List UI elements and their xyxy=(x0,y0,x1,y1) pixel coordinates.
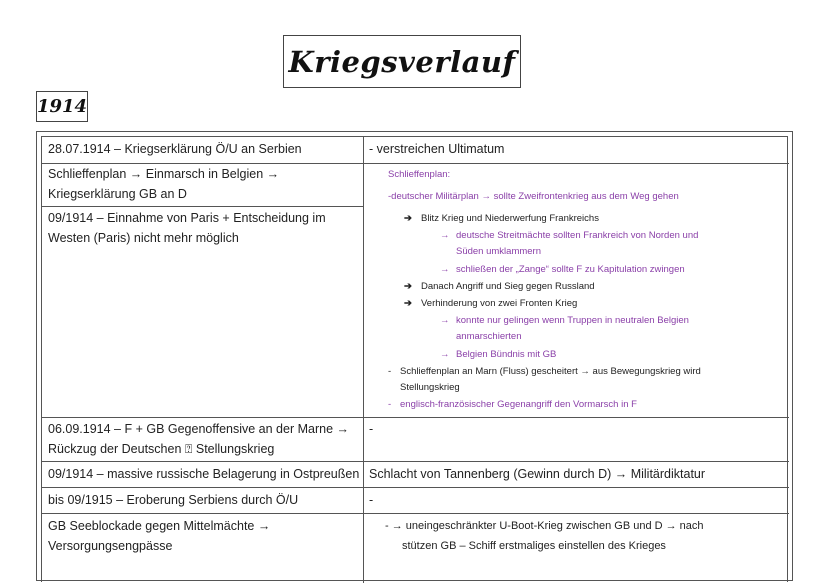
table-cell: Kriegserklärung GB an D xyxy=(48,187,187,201)
table-cell: - → uneingeschränkter U-Boot-Krieg zwischen GB und D → nach xyxy=(385,520,704,532)
table-cell: Westen (Paris) nicht mehr möglich xyxy=(48,231,239,245)
note-line: konnte nur gelingen wenn Truppen in neutralen Belgien xyxy=(456,315,689,326)
note-line: Verhinderung von zwei Fronten Krieg xyxy=(421,298,578,309)
page-title: Kriegsverlauf xyxy=(283,35,521,88)
row-divider xyxy=(42,487,789,488)
table-cell: bis 09/1915 – Eroberung Serbiens durch Ö/U xyxy=(48,493,299,507)
note-heading: Schlieffenplan: xyxy=(388,169,451,180)
note-line: anmarschierten xyxy=(456,331,522,342)
note-line: englisch-französischer Gegenangriff den Vormarsch in F xyxy=(400,399,637,410)
year-label: 1914 xyxy=(36,91,88,122)
table-cell: - verstreichen Ultimatum xyxy=(369,142,505,156)
note-line: Schlieffenplan an Marn (Fluss) gescheitert → aus Bewegungskrieg wird xyxy=(400,366,701,377)
sub-arrow-icon: → xyxy=(440,315,450,326)
sub-arrow-icon: → xyxy=(440,349,450,360)
table-cell: 09/1914 – Einnahme von Paris + Entscheidung im xyxy=(48,211,326,225)
table-cell: 28.07.1914 – Kriegserklärung Ö/U an Serbien xyxy=(48,142,302,156)
note-line: Danach Angriff und Sieg gegen Russland xyxy=(421,281,595,292)
table-cell: Versorgungsengpässe xyxy=(48,539,173,553)
table-cell: 09/1914 – massive russische Belagerung in Ostpreußen xyxy=(48,467,360,481)
row-divider xyxy=(42,513,789,514)
table-grid xyxy=(41,136,788,582)
table-cell: Rückzug der Deutschen ⍰ Stellungskrieg xyxy=(48,442,275,456)
dash-bullet: - xyxy=(388,366,392,377)
note-line: Stellungskrieg xyxy=(400,382,460,393)
events-table xyxy=(36,131,793,581)
table-cell: Schlieffenplan → Einmarsch in Belgien → xyxy=(48,167,280,181)
note-line: Süden umklammern xyxy=(456,246,542,257)
note-line: Belgien Bündnis mit GB xyxy=(456,349,557,360)
bullet-arrow-icon: ➔ xyxy=(404,298,412,309)
table-cell: 06.09.1914 – F + GB Gegenoffensive an der Marne → xyxy=(48,422,350,436)
note-line: schließen der „Zange“ sollte F zu Kapitulation zwingen xyxy=(456,264,685,275)
column-divider xyxy=(363,137,364,583)
table-cell: Schlacht von Tannenberg (Gewinn durch D) → Militärdiktatur xyxy=(369,467,706,481)
note-line: -deutscher Militärplan → sollte Zweifrontenkrieg aus dem Weg gehen xyxy=(388,191,679,202)
table-cell: - xyxy=(369,422,374,436)
note-line: Blitz Krieg und Niederwerfung Frankreichs xyxy=(421,213,599,224)
sub-arrow-icon: → xyxy=(440,264,450,275)
bullet-arrow-icon: ➔ xyxy=(404,281,412,292)
sub-arrow-icon: → xyxy=(440,230,450,241)
row-divider xyxy=(42,206,363,207)
table-cell: stützen GB – Schiff erstmaliges einstellen des Krieges xyxy=(402,540,666,552)
row-divider xyxy=(42,417,789,418)
row-divider xyxy=(42,461,789,462)
table-cell: - xyxy=(369,493,374,507)
note-line: deutsche Streitmächte sollten Frankreich von Norden und xyxy=(456,230,699,241)
dash-bullet: - xyxy=(388,399,392,410)
bullet-arrow-icon: ➔ xyxy=(404,213,412,224)
table-cell: GB Seeblockade gegen Mittelmächte → xyxy=(48,519,271,533)
